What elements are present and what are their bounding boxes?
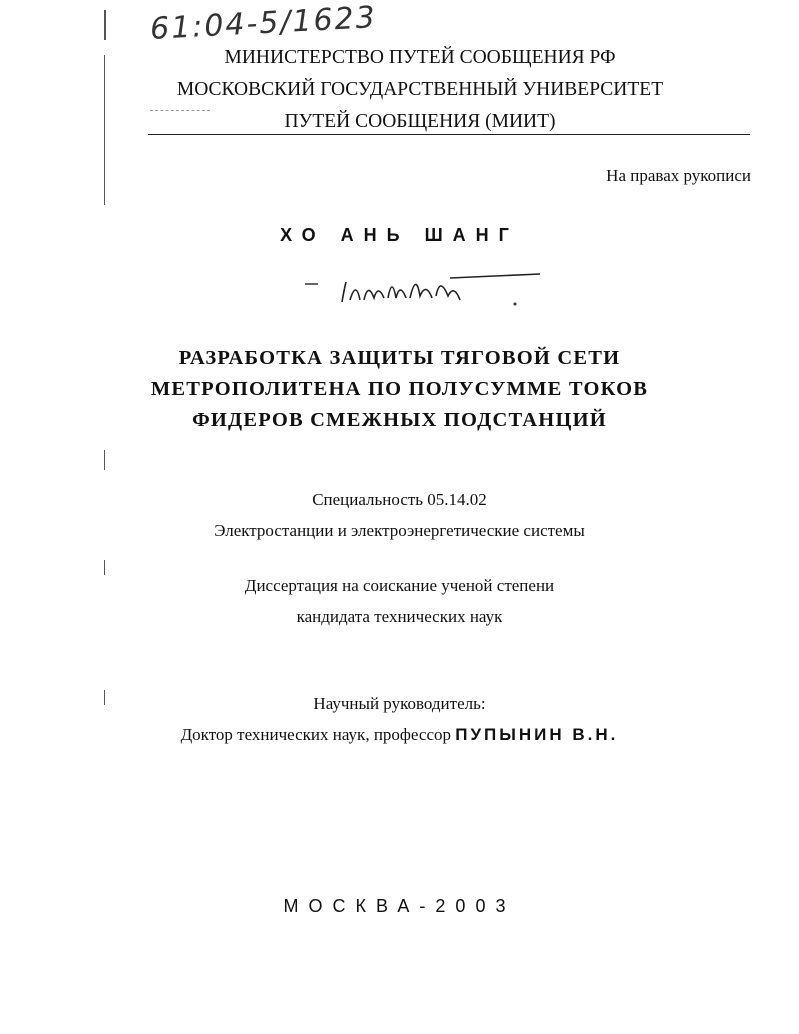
archive-stamp: 61:04-5/1623 <box>149 0 378 47</box>
university-name-2: ПУТЕЙ СООБЩЕНИЯ (МИИТ) <box>284 111 556 132</box>
supervisor-title: Доктор технических наук, профессор <box>180 725 451 744</box>
title-line: МЕТРОПОЛИТЕНА ПО ПОЛУСУММЕ ТОКОВ <box>150 378 649 400</box>
specialty-block <box>0 484 799 546</box>
specialty-code: Специальность 05.14.02 <box>312 490 487 509</box>
header-block <box>100 42 740 138</box>
header-rule <box>148 134 750 135</box>
specialty-name: Электростанции и электроэнергетические системы <box>214 521 585 540</box>
author-name: ХО АНЬ ШАНГ <box>280 225 519 245</box>
supervisor-line <box>0 719 799 750</box>
supervisor-block <box>0 688 799 750</box>
supervisor-name: ПУПЫНИН В.Н. <box>455 725 619 744</box>
ministry-name: МИНИСТЕРСТВО ПУТЕЙ СООБЩЕНИЯ РФ <box>224 47 616 68</box>
signature <box>300 262 540 312</box>
rights-note: На правах рукописи <box>606 166 751 185</box>
supervisor-label: Научный руководитель: <box>313 694 486 713</box>
degree-block <box>0 570 799 632</box>
degree-line: кандидата технических наук <box>296 607 503 626</box>
degree-line: Диссертация на соискание ученой степени <box>244 576 555 595</box>
title-line: ФИДЕРОВ СМЕЖНЫХ ПОДСТАНЦИЙ <box>192 409 607 431</box>
margin-line <box>104 10 106 40</box>
margin-line <box>104 450 105 470</box>
city-year: МОСКВА-2003 <box>283 896 516 916</box>
dissertation-title <box>0 343 799 436</box>
university-name: МОСКОВСКИЙ ГОСУДАРСТВЕННЫЙ УНИВЕРСИТЕТ <box>176 79 664 100</box>
title-line: РАЗРАБОТКА ЗАЩИТЫ ТЯГОВОЙ СЕТИ <box>178 347 621 369</box>
